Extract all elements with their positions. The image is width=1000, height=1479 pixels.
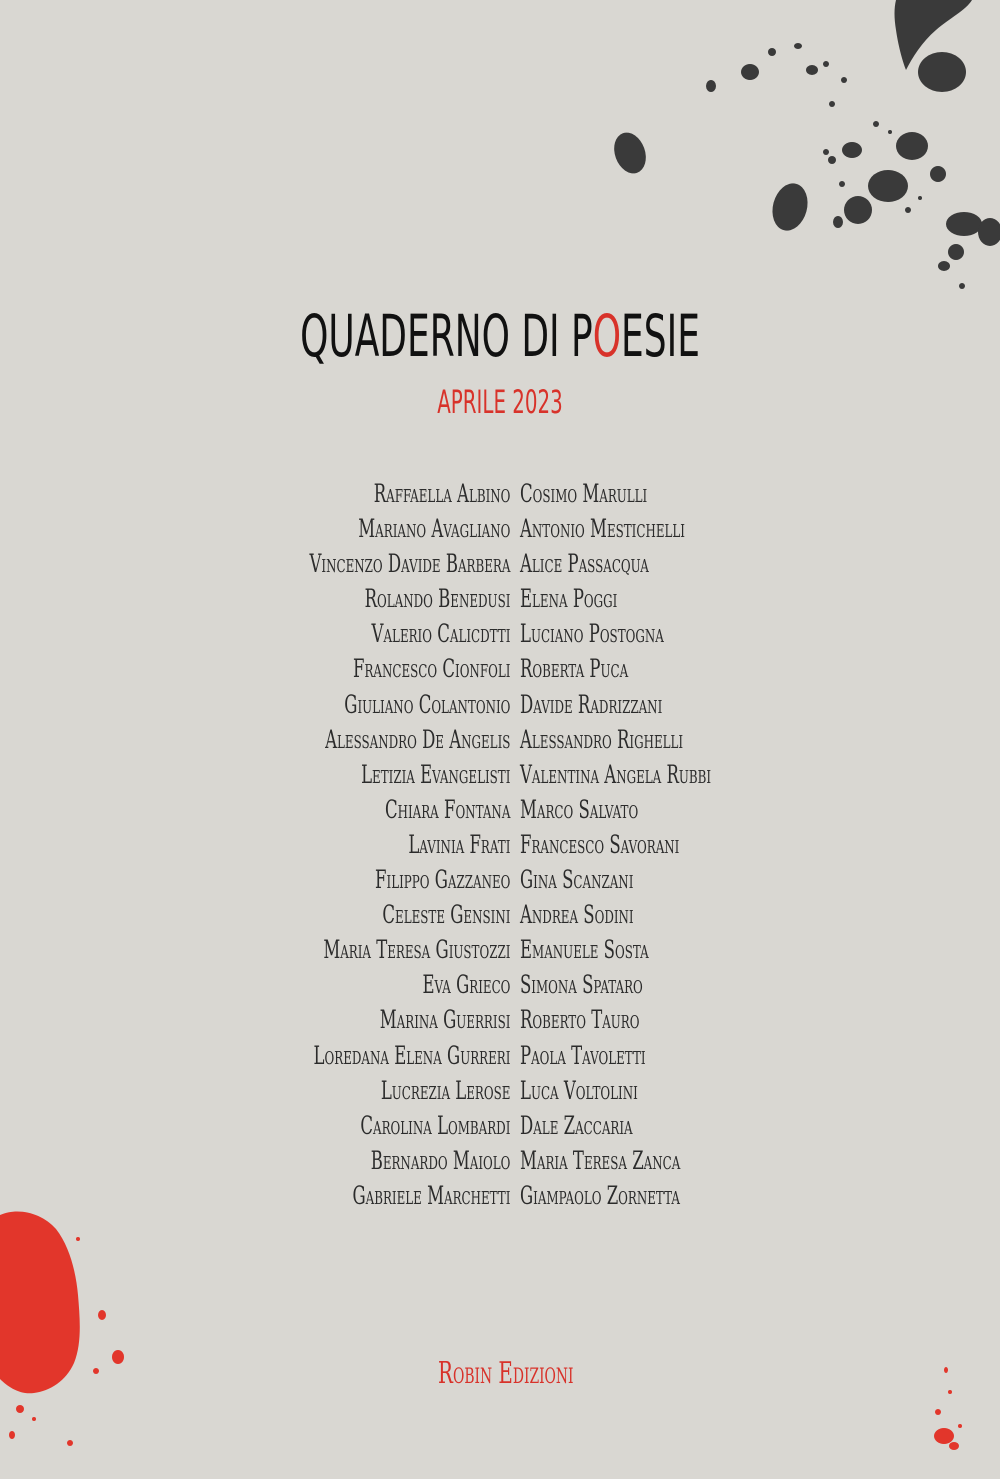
author-name: Emanuele Sosta bbox=[520, 935, 649, 965]
author-name: Giampaolo Zornetta bbox=[520, 1180, 680, 1210]
publisher-name: Robin Edizioni bbox=[438, 1356, 574, 1391]
author-name: Loredana Elena Gurreri bbox=[313, 1040, 510, 1070]
author-name: Marina Guerrisi bbox=[379, 1005, 510, 1035]
author-name: Antonio Mestichelli bbox=[520, 514, 685, 544]
author-name: Letizia Evangelisti bbox=[360, 759, 510, 789]
author-name: Filippo Gazzaneo bbox=[374, 865, 510, 895]
author-name: Valerio Calicdtti bbox=[371, 619, 510, 649]
title-part-2: ESIE bbox=[621, 302, 700, 370]
author-name: Chiara Fontana bbox=[384, 794, 510, 824]
author-name: Lucrezia Lerose bbox=[380, 1075, 510, 1105]
author-name: Gina Scanzani bbox=[520, 865, 634, 895]
author-name: Celeste Gensini bbox=[381, 900, 510, 930]
ink-splatter-bottom-left bbox=[0, 1195, 140, 1455]
author-name: Francesco Cionfoli bbox=[352, 654, 510, 684]
author-name: Alice Passacqua bbox=[520, 549, 649, 579]
author-name: Raffaella Albino bbox=[373, 479, 510, 508]
author-name: Maria Teresa Zanca bbox=[520, 1145, 681, 1175]
ink-splatter-top-right bbox=[600, 0, 1000, 300]
author-name: Vincenzo Davide Barbera bbox=[309, 549, 510, 579]
author-name: Cosimo Marulli bbox=[520, 479, 648, 508]
author-name: Bernardo Maiolo bbox=[370, 1145, 510, 1175]
author-name: Lavinia Frati bbox=[407, 829, 510, 859]
author-name: Davide Radrizzani bbox=[520, 689, 663, 719]
author-name: Eva Grieco bbox=[422, 970, 510, 1000]
book-title bbox=[190, 302, 810, 370]
author-name: Alessandro De Angelis bbox=[324, 724, 510, 754]
author-column-left bbox=[206, 476, 510, 1213]
author-name: Simona Spataro bbox=[520, 970, 643, 1000]
author-name: Carolina Lombardi bbox=[359, 1110, 510, 1140]
author-name: Francesco Savorani bbox=[520, 829, 680, 859]
ink-splatter-bottom-right bbox=[910, 1350, 990, 1460]
author-name: Roberta Puca bbox=[520, 654, 629, 684]
author-name: Rolando Benedusi bbox=[364, 584, 510, 614]
author-name: Gabriele Marchetti bbox=[352, 1180, 510, 1210]
title-part-1: QUADERNO DI P bbox=[300, 302, 593, 370]
author-name: Paola Tavoletti bbox=[520, 1040, 646, 1070]
issue-date: APRILE 2023 bbox=[437, 383, 563, 421]
author-name: Luca Voltolini bbox=[520, 1075, 638, 1105]
author-name: Andrea Sodini bbox=[520, 900, 634, 930]
author-name: Marco Salvato bbox=[520, 794, 639, 824]
author-name: Maria Teresa Giustozzi bbox=[322, 935, 510, 965]
author-name: Giuliano Colantonio bbox=[343, 689, 510, 719]
author-name: Elena Poggi bbox=[520, 584, 618, 614]
author-name: Luciano Postogna bbox=[520, 619, 664, 649]
author-name: Mariano Avagliano bbox=[357, 514, 510, 544]
author-name: Dale Zaccaria bbox=[520, 1110, 633, 1140]
title-highlight-letter: O bbox=[592, 302, 622, 370]
author-name: Alessandro Righelli bbox=[520, 724, 684, 754]
author-name: Roberto Tauro bbox=[520, 1005, 640, 1035]
author-name: Valentina Angela Rubbi bbox=[520, 759, 712, 789]
author-column-right bbox=[520, 476, 810, 1213]
